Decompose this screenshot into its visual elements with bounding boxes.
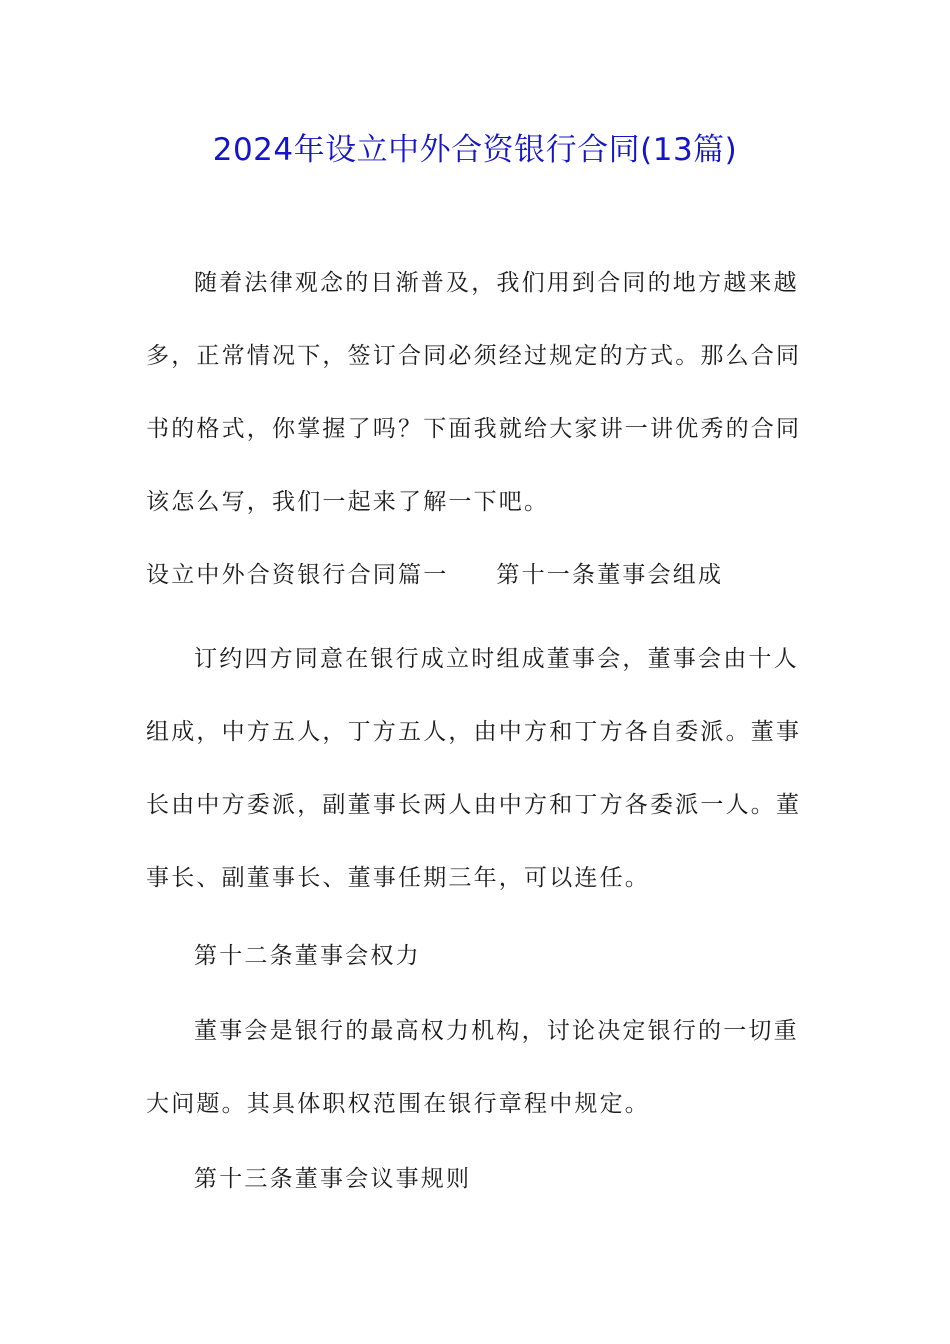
section-heading-line [146,539,818,612]
article-11-body: 订约四方同意在银行成立时组成董事会，董事会由十人组成，中方五人，丁方五人，由中方和丁方各自委派。董事长由中方委派，副董事长两人由中方和丁方各委派一人。董事长、副董事长、董事任期三年，可以连任。 [146,646,802,891]
article-12-heading: 第十二条董事会权力 [194,943,421,969]
section-heading: 设立中外合资银行合同篇一 [146,562,449,588]
article-13-heading: 第十三条董事会议事规则 [194,1166,472,1192]
article-11-heading: 第十一条董事会组成 [496,562,724,588]
intro-paragraph: 随着法律观念的日渐普及，我们用到合同的地方越来越多，正常情况下，签订合同必须经过规定的方式。那么合同书的格式，你掌握了吗？下面我就给大家讲一讲优秀的合同该怎么写，我们一起来了解一下吧。 [146,270,802,515]
article-12-body: 董事会是银行的最高权力机构，讨论决定银行的一切重大问题。其具体职权范围在银行章程中规定。 [146,1018,799,1117]
document-title: 2024年设立中外合资银行合同(13篇) [212,132,738,168]
